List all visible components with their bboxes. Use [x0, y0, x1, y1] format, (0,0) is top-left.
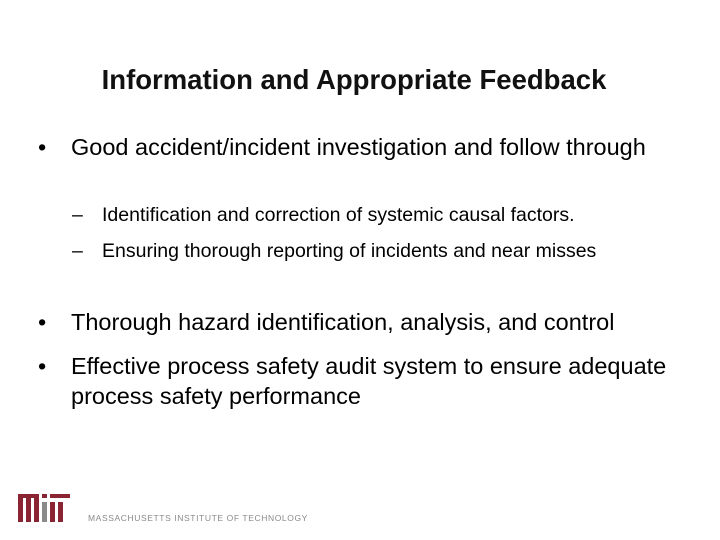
bullet-marker: • — [38, 309, 47, 335]
bullet-item — [38, 132, 688, 162]
sub-bullet-text: Ensuring thorough reporting of incidents and near misses — [102, 240, 597, 262]
bullet-text: Thorough hazard identification, analysis, and control — [71, 309, 615, 335]
bullet-marker: • — [38, 134, 47, 160]
logo-wordmark: MASSACHUSETTS INSTITUTE OF TECHNOLOGY — [88, 513, 308, 523]
slide-title: Information and Appropriate Feedback — [101, 64, 607, 95]
sub-bullet-marker: – — [72, 240, 83, 262]
bullet-text: Good accident/incident investigation and follow through — [71, 134, 646, 160]
bullet-item — [38, 307, 688, 337]
sub-bullet-text: Identification and correction of systemic causal factors. — [102, 204, 575, 226]
sub-bullet-marker: – — [72, 204, 83, 226]
sub-bullet-item — [72, 238, 692, 264]
mit-logo — [18, 494, 308, 524]
mit-logo-icon — [18, 494, 78, 524]
bullet-text: Effective process safety audit system to ensure adequate process safety performance — [71, 353, 667, 409]
bullet-item — [38, 351, 688, 411]
sub-bullet-item — [72, 202, 692, 228]
bullet-marker: • — [38, 353, 47, 379]
